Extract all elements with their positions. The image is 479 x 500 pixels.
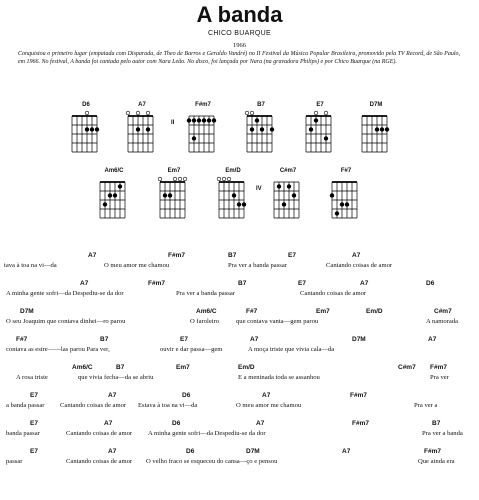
lyric-fragment: Pra ver [430, 374, 449, 381]
lyric-fragment: ouvir e dar passa—gem [160, 346, 223, 353]
chord-symbol: D7M [20, 308, 34, 315]
chord-symbol: D7M [352, 336, 366, 343]
lyric-line [0, 430, 479, 440]
chord-symbol: F#m7 [352, 420, 369, 427]
chord-symbol: A7 [352, 252, 361, 259]
lyric-line [0, 458, 479, 468]
chord-diagram [152, 168, 196, 224]
chord-name: Em7 [167, 168, 181, 174]
lyric-fragment: E a meninada toda se assanhou [238, 374, 320, 381]
chord-symbol: A7 [88, 252, 97, 259]
chord-symbol: E7 [180, 336, 188, 343]
chord-name: Em/D [225, 168, 241, 174]
chord-line [0, 280, 479, 290]
lyric-fragment: A rosa triste [16, 374, 48, 381]
lyric-fragment: Pra ver a [414, 402, 438, 409]
song-year: 1966 [233, 42, 246, 49]
lyric-line [0, 346, 479, 356]
chord-symbol: A7 [108, 392, 117, 399]
chord-grid [266, 168, 310, 224]
chord-symbol: E7 [30, 420, 38, 427]
chord-symbol: Em/D [238, 364, 255, 371]
chord-symbol: Am6/C [72, 364, 93, 371]
chord-grid [181, 102, 225, 158]
fret-position: IV [256, 186, 262, 192]
chord-symbol: F#m7 [424, 448, 441, 455]
chord-symbol: B7 [228, 252, 237, 259]
chord-diagram [64, 102, 108, 158]
lyric-fragment: Cantando coisas de amor [300, 290, 367, 297]
lyric-line [0, 290, 479, 300]
chord-symbol: A7 [342, 448, 351, 455]
chord-symbol: D6 [426, 280, 435, 287]
chord-grid [152, 168, 196, 224]
chord-diagram [324, 168, 368, 224]
lyric-fragment: O faroleiro [190, 318, 220, 325]
chord-line [0, 364, 479, 374]
chord-symbol: D6 [172, 420, 181, 427]
lyric-fragment: Estava à toa na vi—da [138, 402, 198, 409]
chord-symbol: A7 [250, 336, 259, 343]
chord-symbol: C#m7 [398, 364, 416, 371]
lyric-fragment: tava à toa na vi—da [4, 262, 57, 269]
chord-symbol: A7 [360, 280, 369, 287]
lyric-fragment: Cantando coisas de amor [66, 430, 133, 437]
chord-line [0, 308, 479, 318]
chord-symbol: A7 [108, 448, 117, 455]
chord-name: A7 [138, 102, 146, 108]
chord-symbol: Am6/C [196, 308, 217, 315]
chord-diagram [211, 168, 255, 224]
lyric-fragment: Cantando coisas de amor [60, 402, 127, 409]
chord-symbol: D7M [246, 448, 260, 455]
chord-name: B7 [257, 102, 265, 108]
lyric-fragment: Que ainda era [418, 458, 455, 465]
chord-symbol: B7 [432, 420, 441, 427]
chord-grid [354, 102, 398, 158]
chord-grid [64, 102, 108, 158]
lyric-fragment: A namorada [426, 318, 459, 325]
chord-grid [211, 168, 255, 224]
chord-symbol: F#7 [16, 336, 28, 343]
chord-name: D6 [82, 102, 90, 108]
lyric-line [0, 262, 479, 272]
chord-diagrams [0, 100, 479, 250]
song-title: A banda [196, 2, 283, 27]
chord-symbol: A7 [256, 420, 265, 427]
lyric-fragment: A minha gente sofri—da Despediu-se da dor [148, 430, 266, 437]
chord-diagram [92, 168, 136, 224]
chord-symbol: D6 [186, 448, 195, 455]
chord-diagram [298, 102, 342, 158]
chord-symbol: A7 [428, 336, 437, 343]
song-intro: Conquistou o primeiro lugar (empatada com Disparada, de Theo de Barros e Geraldo Vandré) no II Festival da Música Popular Brasileira, promovido pela TV Record, de São Paulo, em 1966. No festival, A banda foi cantada pelo autor com Nara Leão. No disco, foi lançada por Nara (na gravadora Philips) e por Chico Buarque (na RGE). [18, 51, 460, 65]
chord-diagram [354, 102, 398, 158]
song-author: CHICO BUARQUE [207, 30, 272, 37]
lyric-line [0, 318, 479, 328]
lyric-fragment: a banda passar [6, 402, 45, 409]
chord-name: C#m7 [279, 168, 297, 174]
chord-symbol: A7 [80, 280, 89, 287]
lyric-line [0, 402, 479, 412]
chord-symbol: F#m7 [148, 280, 165, 287]
lyric-fragment: contava as estre——las parou Para ver, [6, 346, 110, 353]
chord-line [0, 252, 479, 262]
fret-position: II [171, 120, 175, 126]
lyric-fragment: Pra ver a banda [422, 430, 463, 437]
chord-grid [239, 102, 283, 158]
chord-grid [298, 102, 342, 158]
chord-symbol: F#m7 [168, 252, 185, 259]
chord-symbol: D6 [182, 392, 191, 399]
chord-line [0, 448, 479, 458]
lyric-fragment: banda passar [6, 430, 40, 437]
chord-symbol: Em7 [176, 364, 190, 371]
chord-symbol: B7 [238, 280, 247, 287]
chord-line [0, 392, 479, 402]
chord-diagram [120, 102, 164, 158]
lyric-fragment: A moça triste que vivia cala—da [248, 346, 335, 353]
lyric-fragment: O velho fraco se esqueceu do cansa—ço e pensou [146, 458, 278, 465]
chord-diagram [256, 168, 310, 224]
lyric-fragment: O meu amor me chamou [236, 402, 302, 409]
lyric-fragment: que vivia fecha—da se abriu [78, 374, 154, 381]
lyric-fragment: que contava vanta—gem parou [236, 318, 319, 325]
chord-symbol: E7 [30, 448, 38, 455]
lyric-line [0, 374, 479, 384]
chord-symbol: C#m7 [434, 308, 452, 315]
chord-symbol: Em7 [316, 308, 330, 315]
chord-grid [324, 168, 368, 224]
chord-line [0, 336, 479, 346]
lyric-fragment: Cantando coisas de amor [326, 262, 393, 269]
chord-symbol: A7 [104, 420, 113, 427]
chord-symbol: B7 [100, 336, 109, 343]
chord-symbol: A7 [262, 392, 271, 399]
chord-name: F#7 [340, 168, 352, 174]
chord-symbol: B7 [116, 364, 125, 371]
chord-name: D7M [369, 102, 383, 108]
chord-diagram [239, 102, 283, 158]
chord-grid [120, 102, 164, 158]
lyric-fragment: A minha gente sofri—da Despediu-se da dor [6, 290, 124, 297]
chord-symbol: E7 [298, 280, 306, 287]
chord-name: E7 [316, 102, 324, 108]
chord-diagram [171, 102, 225, 158]
chord-symbol: F#7 [246, 308, 258, 315]
lyric-fragment: Cantando coisas de amor [66, 458, 133, 465]
lyric-fragment: O meu amor me chamou [104, 262, 170, 269]
lyric-fragment: O seu Joaquim que contava dinhei—ro parou [6, 318, 126, 325]
lyric-fragment: Pra ver a banda passar [176, 290, 235, 297]
lyric-fragment: passar [6, 458, 23, 465]
chord-symbol: E7 [288, 252, 296, 259]
lyric-fragment: Pra ver a banda passar [228, 262, 287, 269]
chord-symbol: F#m7 [430, 364, 447, 371]
chord-symbol: F#m7 [350, 392, 367, 399]
chord-name: Am6/C [104, 168, 124, 174]
chord-grid [92, 168, 136, 224]
chord-symbol: E7 [30, 392, 38, 399]
chord-line [0, 420, 479, 430]
chord-name: F#m7 [195, 102, 211, 108]
chord-symbol: Em/D [366, 308, 383, 315]
